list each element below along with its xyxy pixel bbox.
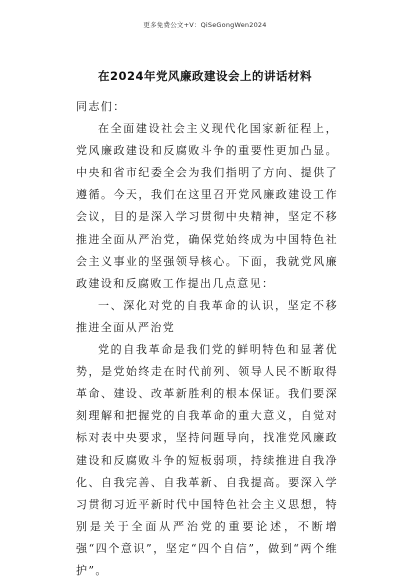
section-heading-1: 一、深化对党的自我革命的认识，坚定不移推进全面从严治党 bbox=[76, 298, 338, 334]
header-note: 更多免费公文+V：QiSeGongWen2024 bbox=[143, 21, 267, 29]
document-title: 在2024年党风廉政建设会上的讲话材料 bbox=[97, 69, 312, 83]
salutation: 同志们： bbox=[76, 100, 126, 113]
document-body bbox=[76, 96, 338, 582]
paragraph-intro: 在全面建设社会主义现代化国家新征程上，党风廉政建设和反腐败斗争的重要性更加凸显。中央和省市纪委全会为我们指明了方向、提供了遵循。今天，我们在这里召开党风廉政建设工作会议，目的是深入学习贯彻中央精神，坚定不移推进全面从严治党，确保党始终成为中国特色社会主义事业的坚强领导核心。下面，我就党风廉政建设和反腐败工作提出几点意见： bbox=[76, 122, 338, 290]
paragraph-section-1: 党的自我革命是我们党的鲜明特色和显著优势，是党始终走在时代前列、领导人民不断取得革命、建设、改革新胜利的根本保证。我们要深刻理解和把握党的自我革命的重大意义，自觉对标对表中央要求，坚持问题导向，找准党风廉政建设和反腐败斗争的短板弱项，持续推进自我净化、自我完善、自我革新、自我提高。要深入学习贯彻习近平新时代中国特色社会主义思想，特别是关于全面从严治党的重要论述，不断增强“四个意识”，坚定“四个自信”，做到“两个维护”。 bbox=[76, 343, 338, 577]
